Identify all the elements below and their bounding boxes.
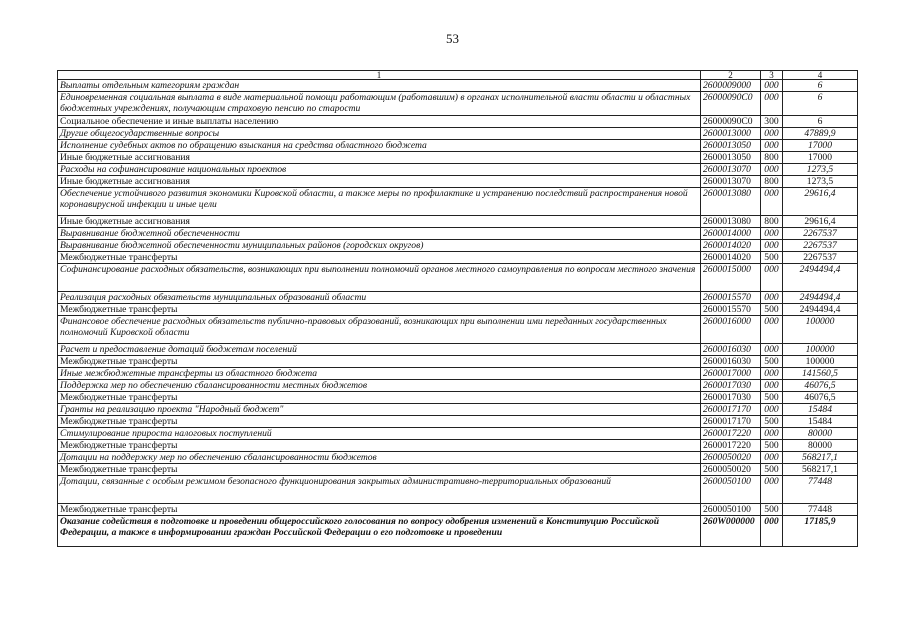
table-row — [58, 416, 858, 428]
row-code-cell: 2600014020 — [701, 252, 761, 264]
row-expense-type-cell: 500 — [761, 356, 783, 368]
table-row — [58, 516, 858, 547]
row-code-cell: 2600050100 — [701, 504, 761, 516]
row-expense-type-cell: 000 — [761, 228, 783, 240]
row-code-cell: 2600016000 — [701, 316, 761, 344]
column-header-expense-type: 3 — [761, 71, 783, 80]
row-expense-type-cell: 000 — [761, 380, 783, 392]
row-name-cell: Социальное обеспечение и иные выплаты населению — [58, 116, 701, 128]
row-name-cell: Стимулирование прироста налоговых поступлений — [58, 428, 701, 440]
row-expense-type-cell: 000 — [761, 140, 783, 152]
row-code-cell: 2600017030 — [701, 392, 761, 404]
row-name-cell: Межбюджетные трансферты — [58, 416, 701, 428]
row-name-cell: Иные бюджетные ассигнования — [58, 216, 701, 228]
table-row — [58, 92, 858, 116]
column-header-name: 1 — [58, 71, 701, 80]
table-row — [58, 80, 858, 92]
row-name-cell: Расходы на софинансирование национальных проектов — [58, 164, 701, 176]
row-code-cell: 2600050100 — [701, 476, 761, 504]
row-name-cell: Выплаты отдельным категориям граждан — [58, 80, 701, 92]
row-amount-cell: 29616,4 — [783, 188, 858, 216]
row-code-cell: 2600050020 — [701, 452, 761, 464]
table-row — [58, 404, 858, 416]
row-amount-cell: 6 — [783, 80, 858, 92]
table-row — [58, 152, 858, 164]
row-expense-type-cell: 800 — [761, 152, 783, 164]
row-amount-cell: 2267537 — [783, 240, 858, 252]
row-code-cell: 2600017220 — [701, 428, 761, 440]
row-expense-type-cell: 000 — [761, 404, 783, 416]
row-expense-type-cell: 000 — [761, 452, 783, 464]
row-name-cell: Расчет и предоставление дотаций бюджетам поселений — [58, 344, 701, 356]
row-name-cell: Поддержка мер по обеспечению сбалансированности местных бюджетов — [58, 380, 701, 392]
row-amount-cell: 6 — [783, 92, 858, 116]
table-row — [58, 188, 858, 216]
table-row — [58, 116, 858, 128]
row-expense-type-cell: 000 — [761, 368, 783, 380]
row-amount-cell: 6 — [783, 116, 858, 128]
row-code-cell: 2600015000 — [701, 264, 761, 292]
table-row — [58, 452, 858, 464]
row-amount-cell: 2267537 — [783, 252, 858, 264]
table-row — [58, 304, 858, 316]
row-name-cell: Обеспечение устойчивого развития экономики Кировской области, а также меры по профилактике и устранению последствий распространения новой коронавирусной инфекции и иные цели — [58, 188, 701, 216]
table-row — [58, 252, 858, 264]
row-expense-type-cell: 000 — [761, 316, 783, 344]
table-row — [58, 476, 858, 504]
column-number-row — [58, 71, 858, 80]
row-name-cell: Межбюджетные трансферты — [58, 392, 701, 404]
row-code-cell: 2600017030 — [701, 380, 761, 392]
table-row — [58, 356, 858, 368]
row-expense-type-cell: 800 — [761, 216, 783, 228]
row-amount-cell: 100000 — [783, 344, 858, 356]
table-row — [58, 264, 858, 292]
row-code-cell: 2600015570 — [701, 304, 761, 316]
row-name-cell: Гранты на реализацию проекта "Народный бюджет" — [58, 404, 701, 416]
row-name-cell: Реализация расходных обязательств муниципальных образований области — [58, 292, 701, 304]
row-name-cell: Единовременная социальная выплата в виде материальной помощи работающим (работавшим) в органах исполнительной власти области и областных бюджетных учреждениях, получающим страховую пенсию по старости — [58, 92, 701, 116]
table-row — [58, 440, 858, 452]
row-name-cell: Иные бюджетные ассигнования — [58, 152, 701, 164]
row-amount-cell: 80000 — [783, 440, 858, 452]
row-amount-cell: 17185,9 — [783, 516, 858, 547]
row-expense-type-cell: 500 — [761, 392, 783, 404]
row-expense-type-cell: 000 — [761, 164, 783, 176]
table-row — [58, 176, 858, 188]
row-amount-cell: 141560,5 — [783, 368, 858, 380]
row-expense-type-cell: 000 — [761, 92, 783, 116]
table-row — [58, 504, 858, 516]
row-code-cell: 2600017000 — [701, 368, 761, 380]
row-code-cell: 2600013070 — [701, 176, 761, 188]
row-code-cell: 2600015570 — [701, 292, 761, 304]
row-name-cell: Исполнение судебных актов по обращению взыскания на средства областного бюджета — [58, 140, 701, 152]
row-name-cell: Иные межбюджетные трансферты из областного бюджета — [58, 368, 701, 380]
row-amount-cell: 15484 — [783, 416, 858, 428]
row-expense-type-cell: 500 — [761, 252, 783, 264]
row-expense-type-cell: 800 — [761, 176, 783, 188]
table-row — [58, 344, 858, 356]
row-expense-type-cell: 000 — [761, 128, 783, 140]
table-row — [58, 228, 858, 240]
row-code-cell: 2600016030 — [701, 344, 761, 356]
row-amount-cell: 1273,5 — [783, 176, 858, 188]
row-code-cell: 2600014000 — [701, 228, 761, 240]
row-expense-type-cell: 500 — [761, 416, 783, 428]
row-amount-cell: 568217,1 — [783, 464, 858, 476]
row-expense-type-cell: 000 — [761, 516, 783, 547]
row-code-cell: 2600013080 — [701, 216, 761, 228]
row-amount-cell: 47889,9 — [783, 128, 858, 140]
table-row — [58, 216, 858, 228]
row-code-cell: 2600013070 — [701, 164, 761, 176]
table-row — [58, 368, 858, 380]
row-name-cell: Дотации на поддержку мер по обеспечению сбалансированности бюджетов — [58, 452, 701, 464]
column-header-code: 2 — [701, 71, 761, 80]
table-row — [58, 240, 858, 252]
row-name-cell: Межбюджетные трансферты — [58, 356, 701, 368]
row-name-cell: Межбюджетные трансферты — [58, 504, 701, 516]
row-code-cell: 26000090С0 — [701, 92, 761, 116]
row-expense-type-cell: 500 — [761, 464, 783, 476]
row-code-cell: 2600014020 — [701, 240, 761, 252]
row-amount-cell: 15484 — [783, 404, 858, 416]
row-code-cell: 2600013050 — [701, 152, 761, 164]
row-name-cell: Софинансирование расходных обязательств, возникающих при выполнении полномочий органов местного самоуправления по вопросам местного значения — [58, 264, 701, 292]
row-amount-cell: 1273,5 — [783, 164, 858, 176]
row-name-cell: Межбюджетные трансферты — [58, 252, 701, 264]
row-amount-cell: 2494494,4 — [783, 292, 858, 304]
row-name-cell: Другие общегосударственные вопросы — [58, 128, 701, 140]
table-row — [58, 392, 858, 404]
row-code-cell: 2600017170 — [701, 404, 761, 416]
row-expense-type-cell: 000 — [761, 188, 783, 216]
row-amount-cell: 29616,4 — [783, 216, 858, 228]
row-name-cell: Выравнивание бюджетной обеспеченности муниципальных районов (городских округов) — [58, 240, 701, 252]
table-row — [58, 292, 858, 304]
row-name-cell: Выравнивание бюджетной обеспеченности — [58, 228, 701, 240]
row-code-cell: 2600013000 — [701, 128, 761, 140]
row-amount-cell: 17000 — [783, 152, 858, 164]
table-row — [58, 316, 858, 344]
page-number: 53 — [446, 31, 459, 46]
row-name-cell: Финансовое обеспечение расходных обязательств публично-правовых образований, возникающих при выполнении ими переданных государственных полномочий Кировской области — [58, 316, 701, 344]
row-amount-cell: 2494494,4 — [783, 264, 858, 292]
row-expense-type-cell: 000 — [761, 476, 783, 504]
row-amount-cell: 100000 — [783, 356, 858, 368]
row-amount-cell: 2267537 — [783, 228, 858, 240]
row-expense-type-cell: 000 — [761, 428, 783, 440]
row-amount-cell: 100000 — [783, 316, 858, 344]
table-row — [58, 428, 858, 440]
row-amount-cell: 80000 — [783, 428, 858, 440]
table-row — [58, 380, 858, 392]
row-code-cell: 2600050020 — [701, 464, 761, 476]
row-expense-type-cell: 000 — [761, 344, 783, 356]
table-row — [58, 464, 858, 476]
row-amount-cell: 77448 — [783, 476, 858, 504]
row-name-cell: Иные бюджетные ассигнования — [58, 176, 701, 188]
row-amount-cell: 17000 — [783, 140, 858, 152]
row-amount-cell: 568217,1 — [783, 452, 858, 464]
row-amount-cell: 77448 — [783, 504, 858, 516]
table-row — [58, 140, 858, 152]
row-code-cell: 260W000000 — [701, 516, 761, 547]
table-row — [58, 128, 858, 140]
row-name-cell: Межбюджетные трансферты — [58, 304, 701, 316]
row-expense-type-cell: 500 — [761, 304, 783, 316]
row-expense-type-cell: 500 — [761, 504, 783, 516]
row-code-cell: 2600017220 — [701, 440, 761, 452]
row-code-cell: 2600013050 — [701, 140, 761, 152]
budget-table — [57, 70, 858, 547]
row-code-cell: 2600016030 — [701, 356, 761, 368]
row-code-cell: 2600017170 — [701, 416, 761, 428]
row-code-cell: 2600009000 — [701, 80, 761, 92]
row-expense-type-cell: 300 — [761, 116, 783, 128]
row-code-cell: 2600013080 — [701, 188, 761, 216]
row-expense-type-cell: 000 — [761, 240, 783, 252]
row-expense-type-cell: 000 — [761, 80, 783, 92]
row-expense-type-cell: 000 — [761, 292, 783, 304]
table-row — [58, 164, 858, 176]
row-code-cell: 26000090С0 — [701, 116, 761, 128]
row-name-cell: Межбюджетные трансферты — [58, 464, 701, 476]
row-expense-type-cell: 000 — [761, 264, 783, 292]
row-name-cell: Межбюджетные трансферты — [58, 440, 701, 452]
row-amount-cell: 46076,5 — [783, 380, 858, 392]
column-header-amount: 4 — [783, 71, 858, 80]
row-amount-cell: 2494494,4 — [783, 304, 858, 316]
row-expense-type-cell: 500 — [761, 440, 783, 452]
budget-table-body — [58, 71, 858, 547]
row-name-cell: Дотации, связанные с особым режимом безопасного функционирования закрытых административно-территориальных образований — [58, 476, 701, 504]
row-name-cell: Оказание содействия в подготовке и проведении общероссийского голосования по вопросу одобрения изменений в Конституцию Российской Федерации, а также в информировании граждан Российской Федерации о его подготовке и проведении — [58, 516, 701, 547]
row-amount-cell: 46076,5 — [783, 392, 858, 404]
